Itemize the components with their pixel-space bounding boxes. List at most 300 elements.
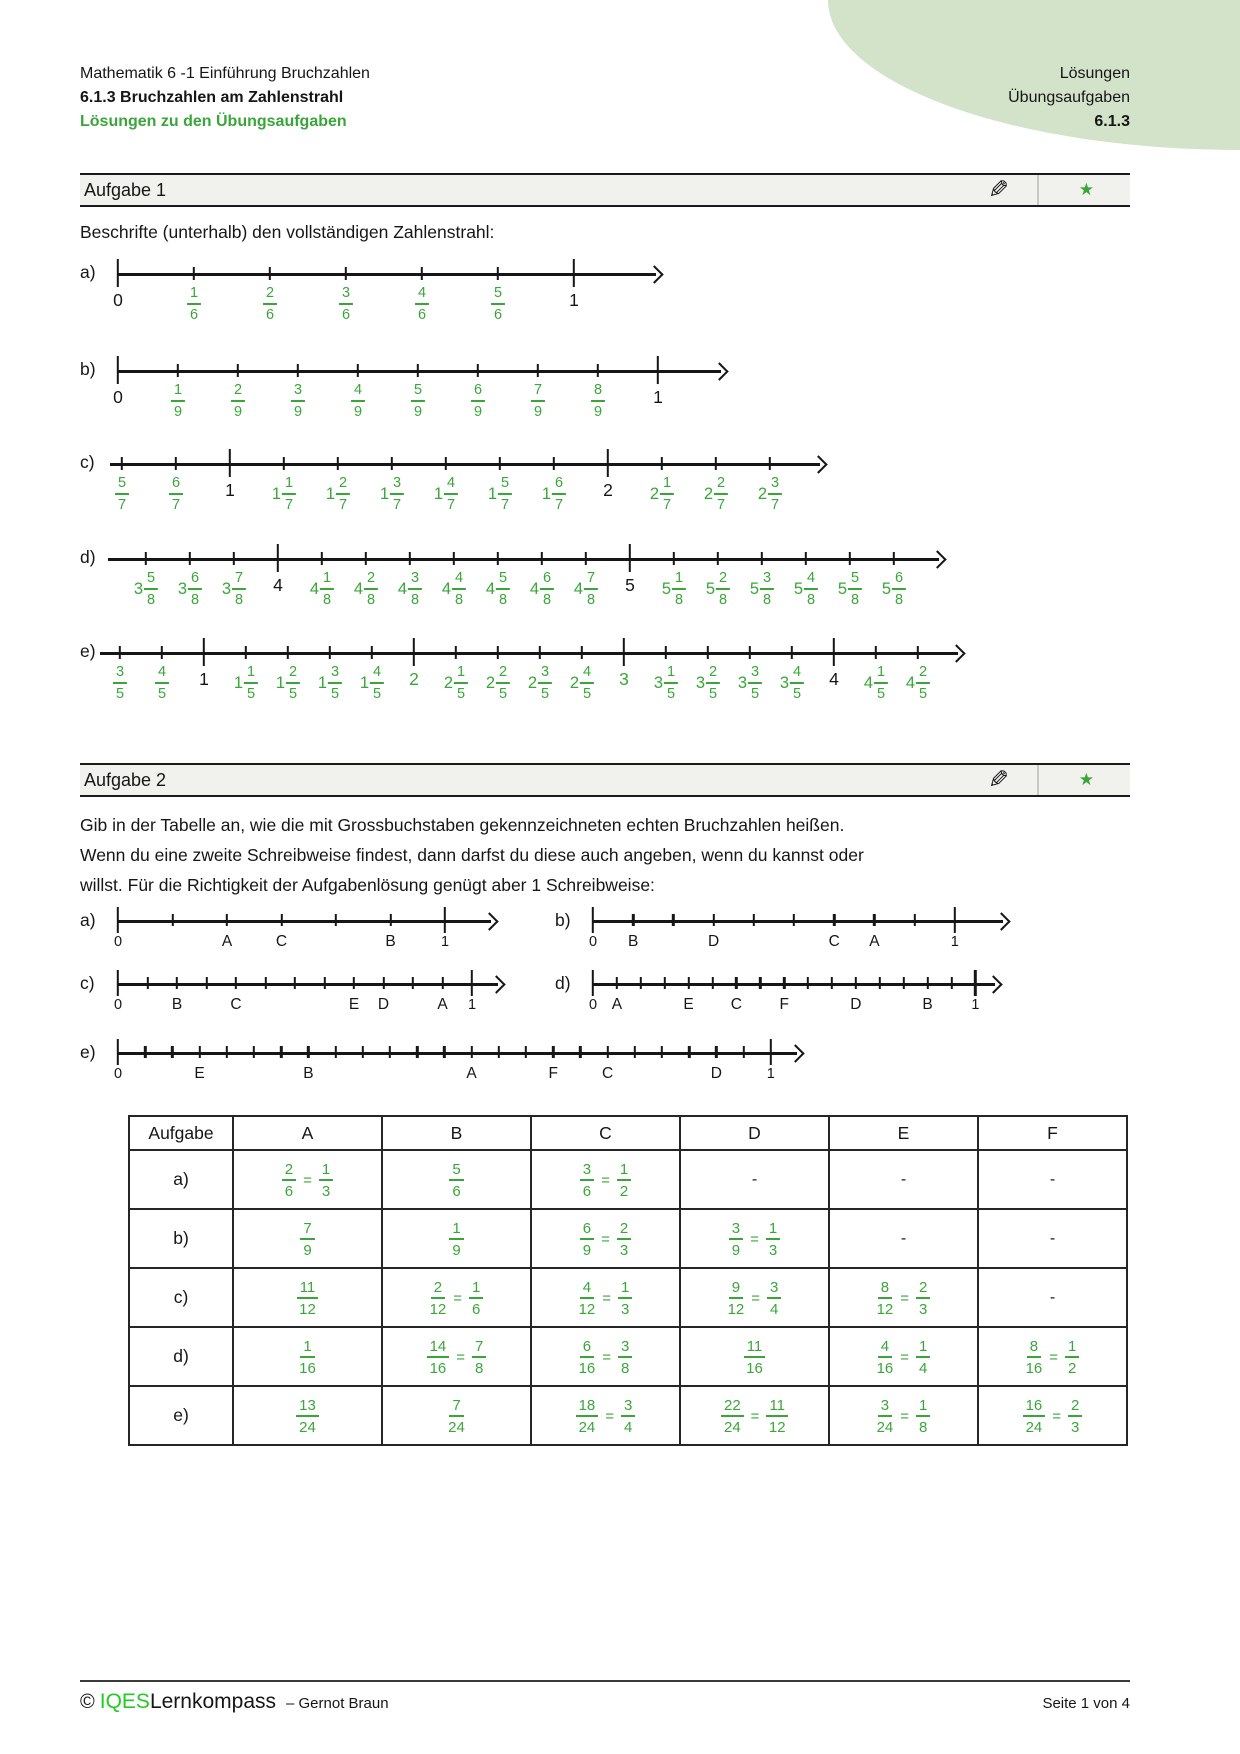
numberline-label: a) bbox=[80, 262, 96, 282]
fraction: $\frac{1}{5}$ bbox=[454, 665, 468, 701]
letter-label: B bbox=[171, 996, 183, 1013]
tick-mark bbox=[581, 646, 583, 660]
fraction: $\frac{3}{7}$ bbox=[390, 476, 404, 512]
tick-label bbox=[169, 476, 183, 512]
tick-mark bbox=[121, 457, 123, 471]
footer-rule bbox=[80, 1680, 1130, 1682]
pencil-icon: ✎ bbox=[988, 765, 1010, 794]
letterline-label: b) bbox=[555, 910, 571, 930]
tick-mark bbox=[753, 914, 755, 926]
fraction: $\frac{11}{12}$ bbox=[297, 1280, 319, 1317]
tick-label: 1 bbox=[440, 934, 450, 950]
tick-mark bbox=[573, 259, 575, 287]
fraction: $\frac{2}{8}$ bbox=[364, 571, 378, 607]
task2-instruction-line1: Gib in der Tabelle an, wie die mit Grossbuchstaben gekennzeichneten echten Bruchzahlen heißen. bbox=[80, 815, 845, 835]
tick-mark bbox=[453, 552, 455, 566]
fraction: $\frac{2}{5}$ bbox=[286, 665, 300, 701]
tick-mark bbox=[711, 977, 713, 989]
letter-label: C bbox=[828, 933, 840, 950]
fraction: $\frac{7}{9}$ bbox=[531, 383, 545, 419]
answer-cell: $\frac{3}{9}$ = $\frac{1}{3}$ bbox=[680, 1209, 829, 1268]
fraction: $\frac{4}{7}$ bbox=[444, 476, 458, 512]
tick-label: 0 bbox=[113, 1066, 123, 1082]
tick-mark bbox=[537, 364, 539, 378]
pencil-icon: ✎ bbox=[988, 175, 1010, 204]
tick-mark bbox=[337, 457, 339, 471]
header-left bbox=[80, 62, 370, 134]
tick-mark bbox=[597, 364, 599, 378]
fraction: $\frac{1}{4}$ bbox=[916, 1339, 930, 1376]
table-header-cell: D bbox=[680, 1116, 829, 1150]
tick-mark bbox=[592, 970, 594, 996]
fraction: $\frac{2}{5}$ bbox=[496, 665, 510, 701]
tick-mark bbox=[688, 1046, 690, 1058]
answer-cell: $\frac{18}{24}$ = $\frac{3}{4}$ bbox=[531, 1386, 680, 1445]
fraction: $\frac{2}{7}$ bbox=[336, 476, 350, 512]
tick-mark bbox=[334, 1046, 336, 1058]
tick-label: 2 $\frac{1}{5}$ bbox=[444, 665, 468, 701]
tick-mark bbox=[229, 449, 231, 477]
fraction: $\frac{1}{8}$ bbox=[916, 1398, 930, 1435]
letter-label: F bbox=[779, 996, 789, 1013]
tick-mark bbox=[297, 364, 299, 378]
tick-label: 1 $\frac{4}{7}$ bbox=[434, 476, 458, 512]
tick-label: 2 $\frac{1}{7}$ bbox=[650, 476, 674, 512]
answers-table-body bbox=[129, 1150, 1127, 1445]
answer-cell bbox=[233, 1327, 382, 1386]
fraction: $\frac{1}{5}$ bbox=[874, 665, 888, 701]
fraction: $\frac{1}{8}$ bbox=[320, 571, 334, 607]
fraction: $\frac{3}{4}$ bbox=[621, 1398, 635, 1435]
answer-cell: $\frac{6}{9}$ = $\frac{2}{3}$ bbox=[531, 1209, 680, 1268]
tick-label: 5 $\frac{6}{8}$ bbox=[882, 571, 906, 607]
tick-label: 4 $\frac{1}{8}$ bbox=[310, 571, 334, 607]
tick-label: 5 $\frac{1}{8}$ bbox=[662, 571, 686, 607]
tick-label: 0 bbox=[588, 934, 598, 950]
tick-mark bbox=[198, 1046, 200, 1058]
table-header-cell: C bbox=[531, 1116, 680, 1150]
numberline-label: d) bbox=[80, 547, 96, 567]
tick-label: 5 bbox=[625, 575, 635, 595]
row-label-cell: c) bbox=[129, 1268, 233, 1327]
tick-label bbox=[591, 383, 605, 419]
tick-label: 1 bbox=[766, 1066, 775, 1082]
tick-label: 4 $\frac{1}{5}$ bbox=[864, 665, 888, 701]
tick-mark bbox=[245, 646, 247, 660]
tick-label: 3 $\frac{3}{5}$ bbox=[738, 665, 762, 701]
tick-mark bbox=[833, 914, 835, 926]
tick-mark bbox=[607, 449, 609, 477]
tick-label: 1 bbox=[971, 997, 980, 1013]
tick-mark bbox=[329, 646, 331, 660]
tick-mark bbox=[950, 977, 952, 989]
tick-label: 5 $\frac{4}{8}$ bbox=[794, 571, 818, 607]
tick-mark bbox=[470, 1046, 472, 1058]
answer-cell bbox=[233, 1268, 382, 1327]
tick-mark bbox=[323, 977, 325, 989]
fraction: $\frac{3}{4}$ bbox=[767, 1280, 781, 1317]
fraction: $\frac{4}{8}$ bbox=[452, 571, 466, 607]
tick-label bbox=[155, 665, 169, 701]
letter-label: D bbox=[377, 996, 390, 1013]
letterline-label: d) bbox=[555, 973, 571, 993]
table-header-cell: Aufgabe bbox=[129, 1116, 233, 1150]
tick-mark bbox=[833, 638, 835, 666]
tick-mark bbox=[687, 977, 689, 989]
tick-mark bbox=[171, 914, 173, 926]
footer bbox=[80, 1690, 1130, 1714]
tick-mark bbox=[623, 638, 625, 666]
tick-label bbox=[187, 286, 201, 322]
fraction: $\frac{4}{5}$ bbox=[370, 665, 384, 701]
tick-label: 4 bbox=[829, 669, 839, 689]
tick-mark bbox=[412, 977, 414, 989]
fraction: $\frac{4}{16}$ bbox=[876, 1337, 894, 1377]
letter-label: C bbox=[230, 996, 242, 1013]
tick-mark bbox=[499, 457, 501, 471]
answer-cell bbox=[233, 1386, 382, 1445]
fraction: $\frac{4}{12}$ bbox=[578, 1278, 596, 1318]
tick-mark bbox=[759, 977, 761, 989]
fraction: $\frac{8}{12}$ bbox=[876, 1278, 894, 1318]
tick-mark bbox=[353, 977, 355, 989]
fraction: $\frac{4}{8}$ bbox=[804, 571, 818, 607]
fraction: $\frac{7}{8}$ bbox=[232, 571, 246, 607]
task2-instruction-line2: Wenn du eine zweite Schreibweise findest, dann darfst du diese auch angeben, wenn du kannst oder bbox=[80, 845, 864, 865]
tick-mark bbox=[445, 457, 447, 471]
letter-label: B bbox=[922, 996, 933, 1013]
tick-mark bbox=[661, 457, 663, 471]
tick-mark bbox=[634, 1046, 636, 1058]
tick-mark bbox=[541, 552, 543, 566]
letter-label: A bbox=[437, 996, 448, 1013]
tick-mark bbox=[189, 552, 191, 566]
fraction: $\frac{16}{24}$ bbox=[1023, 1398, 1046, 1435]
tick-mark bbox=[715, 457, 717, 471]
tick-mark bbox=[117, 259, 119, 287]
fraction: $\frac{22}{24}$ bbox=[721, 1398, 744, 1435]
fraction: $\frac{2}{3}$ bbox=[1068, 1398, 1082, 1435]
number-line bbox=[593, 983, 995, 986]
footer-author: – Gernot Braun bbox=[286, 1695, 389, 1712]
answer-cell: $\frac{2}{6}$ = $\frac{1}{3}$ bbox=[233, 1150, 382, 1209]
tick-mark bbox=[203, 638, 205, 666]
letterline-label: a) bbox=[80, 910, 96, 930]
numberline-label: e) bbox=[80, 641, 96, 661]
letterline-label: e) bbox=[80, 1042, 96, 1062]
tick-mark bbox=[391, 457, 393, 471]
tick-mark bbox=[640, 977, 642, 989]
tick-mark bbox=[371, 646, 373, 660]
tick-mark bbox=[161, 646, 163, 660]
tick-label: 1 $\frac{2}{7}$ bbox=[326, 476, 350, 512]
fraction: $\frac{1}{7}$ bbox=[660, 476, 674, 512]
brand-lernkompass: Lernkompass bbox=[149, 1690, 276, 1713]
tick-mark bbox=[707, 646, 709, 660]
tick-mark bbox=[409, 552, 411, 566]
tick-mark bbox=[657, 356, 659, 384]
header-course: Mathematik 6 -1 Einführung Bruchzahlen bbox=[80, 65, 370, 82]
tick-mark bbox=[783, 977, 785, 989]
tick-mark bbox=[253, 1046, 255, 1058]
tick-mark bbox=[145, 552, 147, 566]
fraction: $\frac{1}{3}$ bbox=[766, 1221, 780, 1258]
tick-label: 1 bbox=[569, 290, 579, 310]
tick-mark bbox=[237, 364, 239, 378]
tick-label bbox=[113, 665, 127, 701]
row-label-cell: b) bbox=[129, 1209, 233, 1268]
tick-mark bbox=[672, 914, 674, 926]
number-line bbox=[100, 652, 958, 655]
letter-label: D bbox=[850, 996, 862, 1013]
arrowhead-icon bbox=[947, 644, 965, 662]
table-header-cell: E bbox=[829, 1116, 978, 1150]
tick-mark bbox=[443, 1046, 445, 1058]
tick-mark bbox=[579, 1046, 581, 1058]
tick-mark bbox=[444, 907, 446, 933]
letter-label: E bbox=[348, 996, 360, 1013]
fraction: $\frac{6}{16}$ bbox=[578, 1337, 596, 1377]
tick-mark bbox=[974, 970, 976, 996]
tick-mark bbox=[791, 646, 793, 660]
tick-label: 0 bbox=[588, 997, 598, 1013]
answer-cell: $\frac{3}{6}$ = $\frac{1}{2}$ bbox=[531, 1150, 680, 1209]
table-header-cell: B bbox=[382, 1116, 531, 1150]
tick-mark bbox=[893, 552, 895, 566]
answer-cell bbox=[382, 1386, 531, 1445]
tick-label: 5 $\frac{5}{8}$ bbox=[838, 571, 862, 607]
fraction: $\frac{1}{2}$ bbox=[617, 1162, 631, 1199]
fraction: $\frac{9}{12}$ bbox=[727, 1278, 745, 1318]
number-line bbox=[110, 463, 820, 466]
fraction: $\frac{6}{9}$ bbox=[580, 1221, 594, 1258]
tick-label bbox=[491, 286, 505, 322]
tick-label bbox=[115, 476, 129, 512]
task2-instruction bbox=[80, 810, 864, 900]
arrowhead-icon bbox=[480, 912, 498, 930]
fraction: $\frac{3}{6}$ bbox=[580, 1162, 594, 1199]
tick-label bbox=[231, 383, 245, 419]
fraction: $\frac{1}{6}$ bbox=[469, 1280, 483, 1317]
fraction: $\frac{7}{8}$ bbox=[472, 1339, 486, 1376]
fraction: $\frac{18}{24}$ bbox=[576, 1398, 599, 1435]
tick-mark bbox=[663, 977, 665, 989]
table-row bbox=[129, 1209, 1127, 1268]
tick-mark bbox=[477, 364, 479, 378]
fraction: $\frac{2}{6}$ bbox=[282, 1162, 296, 1199]
answer-cell: $\frac{2}{12}$ = $\frac{1}{6}$ bbox=[382, 1268, 531, 1327]
fraction: $\frac{1}{9}$ bbox=[449, 1221, 463, 1258]
fraction: $\frac{5}{8}$ bbox=[496, 571, 510, 607]
tick-mark bbox=[362, 1046, 364, 1058]
tick-label: 5 $\frac{2}{8}$ bbox=[706, 571, 730, 607]
tick-label: 3 $\frac{1}{5}$ bbox=[654, 665, 678, 701]
fraction: $\frac{5}{9}$ bbox=[411, 383, 425, 419]
tick-mark bbox=[717, 552, 719, 566]
tick-mark bbox=[632, 914, 634, 926]
table-header-cell: A bbox=[233, 1116, 382, 1150]
tick-mark bbox=[606, 1046, 608, 1058]
answer-cell bbox=[382, 1209, 531, 1268]
tick-mark bbox=[421, 267, 423, 281]
tick-mark bbox=[365, 552, 367, 566]
tick-label: 4 $\frac{3}{8}$ bbox=[398, 571, 422, 607]
tick-mark bbox=[287, 646, 289, 660]
answer-cell: $\frac{4}{12}$ = $\frac{1}{3}$ bbox=[531, 1268, 680, 1327]
answer-cell bbox=[233, 1209, 382, 1268]
arrowhead-icon bbox=[809, 455, 827, 473]
fraction: $\frac{2}{5}$ bbox=[916, 665, 930, 701]
tick-label: 1 bbox=[950, 934, 959, 950]
table-row bbox=[129, 1268, 1127, 1327]
tick-mark bbox=[226, 914, 228, 926]
tick-mark bbox=[849, 552, 851, 566]
tick-mark bbox=[749, 646, 751, 660]
page-number: Seite 1 von 4 bbox=[1042, 1695, 1130, 1712]
fraction: $\frac{6}{8}$ bbox=[188, 571, 202, 607]
task1-title: Aufgabe 1 bbox=[84, 179, 167, 200]
tick-mark bbox=[146, 977, 148, 989]
tick-label: 1 $\frac{2}{5}$ bbox=[276, 665, 300, 701]
tick-mark bbox=[629, 544, 631, 572]
answer-cell: - bbox=[978, 1150, 1127, 1209]
letter-label: F bbox=[548, 1065, 558, 1082]
fraction: $\frac{4}{9}$ bbox=[351, 383, 365, 419]
tick-label: 0 bbox=[113, 290, 123, 310]
tick-label: 1 bbox=[199, 669, 209, 689]
tick-label: 4 $\frac{6}{8}$ bbox=[530, 571, 554, 607]
tick-mark bbox=[193, 267, 195, 281]
tick-mark bbox=[171, 1046, 173, 1058]
tick-mark bbox=[455, 646, 457, 660]
fraction: $\frac{3}{8}$ bbox=[408, 571, 422, 607]
letter-label: A bbox=[611, 996, 623, 1013]
tick-label bbox=[263, 286, 277, 322]
answer-cell: $\frac{22}{24}$ = $\frac{11}{12}$ bbox=[680, 1386, 829, 1445]
number-line bbox=[118, 920, 491, 923]
tick-mark bbox=[335, 914, 337, 926]
fraction: $\frac{3}{7}$ bbox=[768, 476, 782, 512]
tick-mark bbox=[616, 977, 618, 989]
task2-instruction-line3: willst. Für die Richtigkeit der Aufgabenlösung genügt aber 1 Schreibweise: bbox=[80, 875, 655, 895]
fraction: $\frac{3}{8}$ bbox=[760, 571, 774, 607]
answer-cell bbox=[382, 1150, 531, 1209]
tick-mark bbox=[307, 1046, 309, 1058]
fraction: $\frac{3}{8}$ bbox=[618, 1339, 632, 1376]
fraction: $\frac{2}{3}$ bbox=[916, 1280, 930, 1317]
letter-label: D bbox=[707, 933, 720, 950]
tick-label: 1 bbox=[225, 480, 235, 500]
tick-label: 4 $\frac{4}{8}$ bbox=[442, 571, 466, 607]
fraction: $\frac{3}{9}$ bbox=[291, 383, 305, 419]
letter-label: C bbox=[730, 996, 742, 1013]
tick-mark bbox=[926, 977, 928, 989]
tick-mark bbox=[875, 646, 877, 660]
brand-iqes: IQES bbox=[99, 1690, 150, 1713]
fraction: $\frac{3}{9}$ bbox=[729, 1221, 743, 1258]
tick-mark bbox=[742, 1046, 744, 1058]
fraction: $\frac{1}{9}$ bbox=[171, 383, 185, 419]
tick-mark bbox=[855, 977, 857, 989]
answers-table bbox=[128, 1115, 1128, 1446]
arrowhead-icon bbox=[487, 975, 505, 993]
tick-mark bbox=[117, 1039, 119, 1065]
tick-mark bbox=[416, 1046, 418, 1058]
fraction: $\frac{8}{16}$ bbox=[1025, 1337, 1043, 1377]
fraction: $\frac{5}{6}$ bbox=[491, 286, 505, 322]
tick-label: 3 $\frac{2}{5}$ bbox=[696, 665, 720, 701]
tick-mark bbox=[497, 646, 499, 660]
fraction: $\frac{5}{7}$ bbox=[115, 476, 129, 512]
fraction: $\frac{3}{5}$ bbox=[328, 665, 342, 701]
tick-label: 2 $\frac{2}{7}$ bbox=[704, 476, 728, 512]
letter-label: A bbox=[869, 933, 880, 950]
tick-mark bbox=[382, 977, 384, 989]
tick-mark bbox=[735, 977, 737, 989]
tick-mark bbox=[441, 977, 443, 989]
fraction: $\frac{1}{8}$ bbox=[672, 571, 686, 607]
tick-mark bbox=[389, 914, 391, 926]
arrowhead-icon bbox=[710, 362, 728, 380]
header-right-line1: Lösungen bbox=[1059, 65, 1130, 82]
tick-mark bbox=[879, 977, 881, 989]
tick-mark bbox=[873, 914, 875, 926]
answer-cell: $\frac{3}{24}$ = $\frac{1}{8}$ bbox=[829, 1386, 978, 1445]
tick-mark bbox=[917, 646, 919, 660]
letter-label: B bbox=[628, 933, 639, 950]
fraction: $\frac{3}{5}$ bbox=[748, 665, 762, 701]
fraction: $\frac{1}{5}$ bbox=[664, 665, 678, 701]
tick-mark bbox=[793, 914, 795, 926]
row-label-cell: e) bbox=[129, 1386, 233, 1445]
tick-label: 0 bbox=[113, 387, 123, 407]
fraction: $\frac{1}{5}$ bbox=[244, 665, 258, 701]
fraction: $\frac{11}{16}$ bbox=[744, 1339, 766, 1376]
fraction: $\frac{7}{24}$ bbox=[448, 1396, 465, 1436]
tick-mark bbox=[176, 977, 178, 989]
fraction: $\frac{6}{7}$ bbox=[169, 476, 183, 512]
bar-divider bbox=[1037, 175, 1039, 205]
tick-mark bbox=[119, 646, 121, 660]
answer-cell: - bbox=[829, 1209, 978, 1268]
tick-mark bbox=[294, 977, 296, 989]
tick-label bbox=[415, 286, 429, 322]
tick-mark bbox=[661, 1046, 663, 1058]
tick-label: 1 bbox=[653, 387, 663, 407]
fraction: $\frac{2}{6}$ bbox=[263, 286, 277, 322]
numberline-label: b) bbox=[80, 359, 96, 379]
letterline-label: c) bbox=[80, 973, 95, 993]
arrowhead-icon bbox=[985, 975, 1003, 993]
header-right-code: 6.1.3 bbox=[1094, 113, 1130, 130]
task1-bar bbox=[80, 173, 1130, 207]
answer-cell: $\frac{16}{24}$ = $\frac{2}{3}$ bbox=[978, 1386, 1127, 1445]
answer-cell bbox=[680, 1327, 829, 1386]
tick-label: 1 $\frac{1}{5}$ bbox=[234, 665, 258, 701]
tick-label: 4 $\frac{7}{8}$ bbox=[574, 571, 598, 607]
fraction: $\frac{2}{9}$ bbox=[231, 383, 245, 419]
fraction: $\frac{5}{8}$ bbox=[848, 571, 862, 607]
tick-mark bbox=[585, 552, 587, 566]
fraction: $\frac{3}{5}$ bbox=[113, 665, 127, 701]
answer-cell: $\frac{9}{12}$ = $\frac{3}{4}$ bbox=[680, 1268, 829, 1327]
tick-mark bbox=[715, 1046, 717, 1058]
fraction: $\frac{3}{5}$ bbox=[538, 665, 552, 701]
tick-mark bbox=[712, 914, 714, 926]
tick-label: 3 $\frac{7}{8}$ bbox=[222, 571, 246, 607]
tick-label: 1 $\frac{4}{5}$ bbox=[360, 665, 384, 701]
fraction: $\frac{4}{6}$ bbox=[415, 286, 429, 322]
